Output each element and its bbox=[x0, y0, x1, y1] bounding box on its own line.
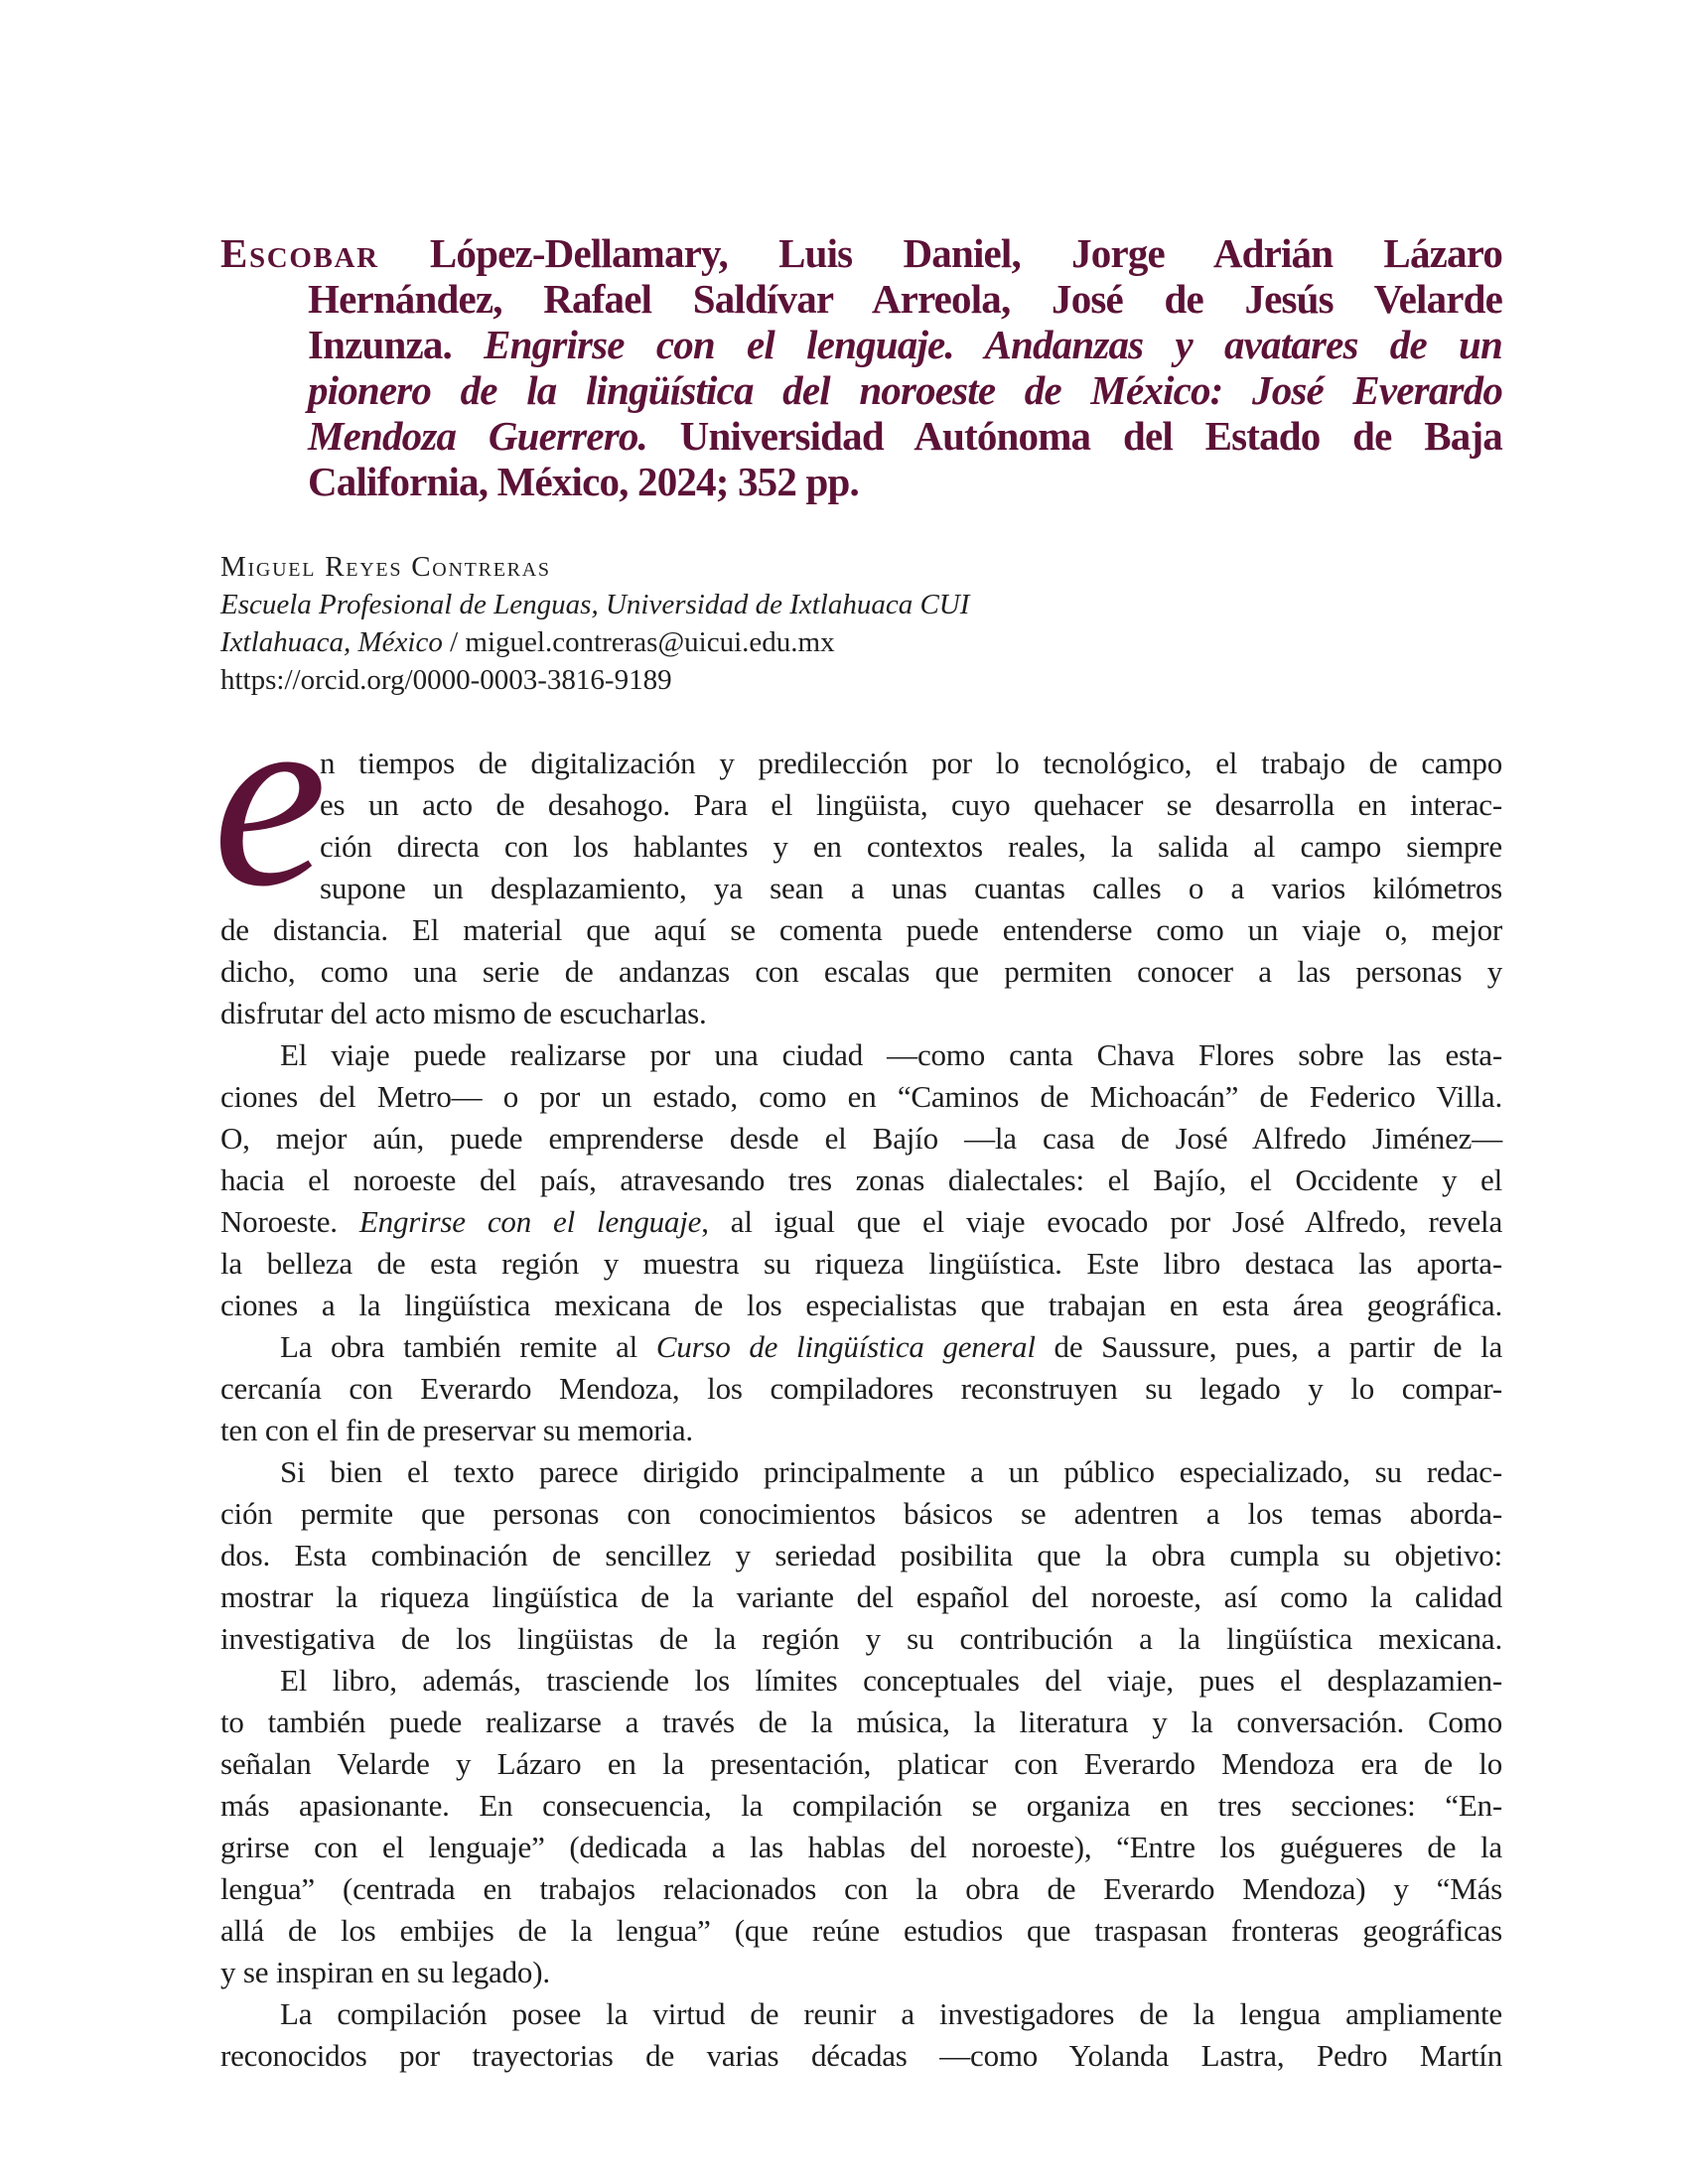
body-run: , al igual que el viaje evocado por José Alfredo, revela bbox=[701, 1204, 1503, 1239]
body-run: dicho, como una serie de andanzas con escalas que permiten conocer a las personas y bbox=[220, 954, 1502, 989]
body-line bbox=[220, 784, 1502, 826]
body-line bbox=[220, 1285, 1502, 1326]
byline-line bbox=[220, 548, 1502, 586]
body-line bbox=[220, 1535, 1502, 1576]
body-run: dos. Esta combinación de sencillez y seriedad posibilita que la obra cumpla su objetivo: bbox=[220, 1538, 1502, 1572]
body-line bbox=[220, 1785, 1502, 1827]
body-run: ciones del Metro— o por un estado, como en “Caminos de Michoacán” de Federico Villa. bbox=[220, 1079, 1502, 1114]
body-run: hacia el noroeste del país, atravesando tres zonas dialectales: el Bajío, el Occidente y el bbox=[220, 1162, 1502, 1197]
body-line bbox=[220, 1743, 1502, 1785]
drop-cap bbox=[212, 654, 328, 940]
body-run: allá de los embijes de la lengua” (que reúne estudios que traspasan fronteras geográficas bbox=[220, 1913, 1502, 1948]
body-paragraph bbox=[220, 1034, 1502, 1326]
body-line bbox=[220, 1160, 1502, 1201]
heading-line bbox=[220, 276, 1502, 322]
byline-run: Escuela Profesional de Lenguas, Universidad de Ixtlahuaca CUI bbox=[220, 589, 970, 620]
byline-line bbox=[220, 623, 1502, 661]
body-line bbox=[220, 1702, 1502, 1743]
body-run: la belleza de esta región y muestra su riqueza lingüística. Este libro destaca las aporta- bbox=[220, 1246, 1502, 1281]
body-paragraph bbox=[220, 1993, 1502, 2077]
body-paragraph bbox=[220, 1326, 1502, 1451]
body-run: reconocidos por trayectorias de varias décadas —como Yolanda Lastra, Pedro Martín bbox=[220, 2038, 1502, 2073]
byline-run: Miguel Reyes Contreras bbox=[220, 551, 551, 583]
body-run: El viaje puede realizarse por una ciudad —como canta Chava Flores sobre las esta- bbox=[280, 1037, 1502, 1072]
body-run: La compilación posee la virtud de reunir a investigadores de la lengua ampliamente bbox=[280, 1996, 1502, 2031]
body-run: de distancia. El material que aquí se comenta puede entenderse como un viaje o, mejor bbox=[220, 912, 1502, 947]
heading-run: Mendoza Guerrero. bbox=[308, 413, 647, 459]
byline-run: https://orcid.org/0000-0003-3816-9189 bbox=[220, 664, 672, 696]
body-line bbox=[220, 826, 1502, 868]
body-line bbox=[220, 2035, 1502, 2077]
body-run: ción directa con los hablantes y en contextos reales, la salida al campo siempre bbox=[320, 829, 1502, 864]
heading-run: Universidad Autónoma del Estado de Baja bbox=[646, 413, 1502, 459]
body-run: El libro, además, trasciende los límites conceptuales del viaje, pues el desplazamien- bbox=[280, 1663, 1502, 1698]
body-line bbox=[220, 1827, 1502, 1868]
body-line bbox=[220, 1368, 1502, 1410]
review-heading bbox=[220, 230, 1502, 504]
body-line bbox=[220, 1660, 1502, 1702]
body-run: cercanía con Everardo Mendoza, los compiladores reconstruyen su legado y lo compar- bbox=[220, 1371, 1502, 1406]
body-run: Si bien el texto parece dirigido principalmente a un público especializado, su redac- bbox=[280, 1454, 1502, 1489]
body-run: ciones a la lingüística mexicana de los especialistas que trabajan en esta área geográfica. bbox=[220, 1288, 1502, 1322]
body-run: señalan Velarde y Lázaro en la presentación, platicar con Everardo Mendoza era de lo bbox=[220, 1746, 1502, 1781]
body-line bbox=[220, 993, 1502, 1034]
body-run: ten con el fin de preservar su memoria. bbox=[220, 1413, 693, 1447]
heading-line bbox=[220, 322, 1502, 367]
heading-line bbox=[220, 230, 1502, 276]
heading-run: California, México, 2024; 352 pp. bbox=[308, 459, 859, 504]
body-line bbox=[220, 951, 1502, 993]
body-run: Engrirse con el lenguaje bbox=[358, 1204, 702, 1239]
heading-run: Inzunza. bbox=[308, 322, 485, 367]
body-line bbox=[220, 909, 1502, 951]
body-line bbox=[220, 1243, 1502, 1285]
heading-line bbox=[220, 413, 1502, 459]
body-run: más apasionante. En consecuencia, la compilación se organiza en tres secciones: “En- bbox=[220, 1788, 1502, 1823]
heading-line bbox=[220, 459, 1502, 504]
body-line bbox=[220, 1910, 1502, 1952]
body-line bbox=[220, 1118, 1502, 1160]
heading-run: pionero de la lingüística del noroeste de México: José Everardo bbox=[308, 367, 1502, 413]
page-content bbox=[212, 230, 1503, 2077]
drop-cap-letter: e bbox=[212, 654, 328, 940]
heading-run: López-Dellamary, Luis Daniel, Jorge Adrián Lázaro bbox=[378, 230, 1502, 276]
body-run: Curso de lingüística general bbox=[655, 1329, 1036, 1364]
body-run: grirse con el lenguaje” (dedicada a las hablas del noroeste), “Entre los guégueres de la bbox=[220, 1830, 1502, 1864]
body-run: lengua” (centrada en trabajos relacionados con la obra de Everardo Mendoza) y “Más bbox=[220, 1871, 1502, 1906]
body-line bbox=[220, 1451, 1502, 1493]
body-run: mostrar la riqueza lingüística de la variante del español del noroeste, así como la calidad bbox=[220, 1579, 1502, 1614]
body-line bbox=[220, 1201, 1502, 1243]
byline-line bbox=[220, 586, 1502, 623]
heading-run: Engrirse con el lenguaje. Andanzas y avatares de un bbox=[484, 322, 1502, 367]
heading-line bbox=[220, 367, 1502, 413]
body-line bbox=[220, 1618, 1502, 1660]
body-line bbox=[220, 1326, 1502, 1368]
body-paragraph bbox=[220, 1660, 1502, 1993]
body-line bbox=[220, 1076, 1502, 1118]
body-line bbox=[220, 1410, 1502, 1451]
body-run: O, mejor aún, puede emprenderse desde el Bajío —la casa de José Alfredo Jiménez— bbox=[220, 1121, 1502, 1156]
body-line bbox=[220, 1952, 1502, 1993]
body-run: supone un desplazamiento, ya sean a unas cuantas calles o a varios kilómetros bbox=[320, 871, 1502, 905]
body-run: Noroeste. bbox=[220, 1204, 359, 1239]
author-byline bbox=[220, 548, 1502, 699]
body-run: to también puede realizarse a través de la música, la literatura y la conversación. Como bbox=[220, 1705, 1502, 1739]
heading-run: Hernández, Rafael Saldívar Arreola, José de Jesús Velarde bbox=[308, 276, 1502, 322]
body-run: ción permite que personas con conocimientos básicos se adentren a los temas aborda- bbox=[220, 1496, 1502, 1531]
body-run: es un acto de desahogo. Para el lingüista, cuyo quehacer se desarrolla en interac- bbox=[320, 787, 1502, 822]
body-line bbox=[220, 1493, 1502, 1535]
body-line bbox=[220, 743, 1502, 784]
byline-run: Ixtlahuaca, México bbox=[220, 626, 443, 658]
body-line bbox=[220, 868, 1502, 909]
body-line bbox=[220, 1868, 1502, 1910]
body-run: de Saussure, pues, a partir de la bbox=[1035, 1329, 1503, 1364]
body-line bbox=[220, 1576, 1502, 1618]
byline-run: / miguel.contreras@uicui.edu.mx bbox=[442, 626, 835, 658]
body-paragraph bbox=[220, 1451, 1502, 1660]
body-run: disfrutar del acto mismo de escucharlas. bbox=[220, 996, 707, 1030]
body-line bbox=[220, 1034, 1502, 1076]
body-line bbox=[220, 1993, 1502, 2035]
body-run: y se inspiran en su legado). bbox=[220, 1955, 550, 1989]
body-run: La obra también remite al bbox=[280, 1329, 656, 1364]
body-run: investigativa de los lingüistas de la región y su contribución a la lingüística mexicana. bbox=[220, 1621, 1502, 1656]
body-run: n tiempos de digitalización y predilección por lo tecnológico, el trabajo de campo bbox=[320, 746, 1502, 780]
heading-run: Escobar bbox=[220, 230, 379, 276]
byline-line bbox=[220, 661, 1502, 699]
